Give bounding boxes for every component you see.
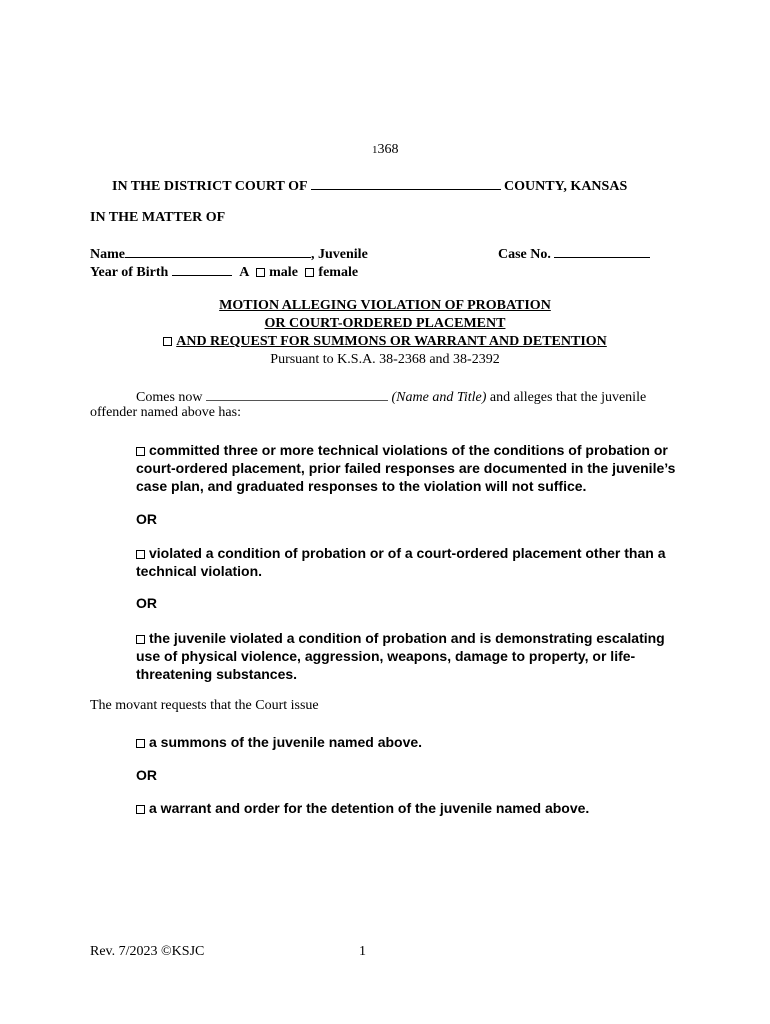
female-checkbox[interactable] [305,268,314,277]
case-number [498,245,650,263]
matter-heading: IN THE MATTER OF [90,210,226,225]
or-2: OR [136,595,157,611]
option-1-text: committed three or more technical violations of the conditions of probation or court-ordered placement, prior failed responses are documented in the juvenile’s case plan, and graduated responses to the violation will not suffice. [136,442,676,494]
birth-blank[interactable] [172,263,232,276]
or-1: OR [136,511,157,527]
name-label: Name [90,247,125,262]
footer-revision: Rev. 7/2023 ©KSJC [90,944,205,959]
title-line-2 [0,316,770,332]
option-2 [136,544,681,580]
case-no-blank[interactable] [554,245,650,258]
birth-label: Year of Birth [90,265,169,280]
intro-line-2: offender named above has: [90,405,241,420]
option-2-checkbox[interactable] [136,550,145,559]
male-checkbox[interactable] [256,268,265,277]
title-text-2: OR COURT-ORDERED PLACEMENT [264,316,506,331]
court-suffix: COUNTY, KANSAS [504,179,628,194]
a-label: A [239,265,249,280]
request-1-text: a summons of the juvenile named above. [149,734,423,750]
form-number-prefix: 1 [372,144,378,156]
form-number-main: 368 [377,142,399,157]
pursuant-line: Pursuant to K.S.A. 38-2368 and 38-2392 [270,352,500,367]
comes-now: Comes now [136,390,203,405]
summons-checkbox[interactable] [136,739,145,748]
name-title-label: (Name and Title) [391,390,487,405]
form-number [372,142,399,158]
court-prefix: IN THE DISTRICT COURT OF [112,179,308,194]
option-3 [136,629,681,683]
request-intro: The movant requests that the Court issue [90,698,319,713]
page-number: 1 [359,944,366,959]
name-title-blank[interactable] [206,388,388,401]
name-line [90,245,368,263]
request-1 [136,734,422,750]
title-text-1: MOTION ALLEGING VIOLATION OF PROBATION [219,298,551,313]
warrant-checkbox[interactable] [136,805,145,814]
option-1-checkbox[interactable] [136,447,145,456]
female-label: female [318,265,359,280]
case-no-label: Case No. [498,247,551,262]
option-2-text: violated a condition of probation or of a court-ordered placement other than a technical violation. [136,545,666,579]
court-line [112,177,627,195]
alleges-text: and alleges that the juvenile [489,390,647,405]
request-2-text: a warrant and order for the detention of the juvenile named above. [149,800,590,816]
birth-line [90,263,358,281]
option-1 [136,441,681,495]
title-line-3 [0,334,770,350]
detention-checkbox[interactable] [163,337,172,346]
title-text-3: AND REQUEST FOR SUMMONS OR WARRANT AND DETENTION [176,334,607,349]
or-3: OR [136,767,157,783]
title-line-1 [0,298,770,314]
request-2 [136,800,589,816]
option-3-text: the juvenile violated a condition of probation and is demonstrating escalating use of physical violence, aggression, weapons, damage to property, or life-threatening substances. [136,630,665,682]
name-blank[interactable] [125,245,311,258]
intro-line-1 [136,388,646,406]
county-blank[interactable] [311,177,501,190]
male-label: male [269,265,298,280]
juvenile-label: , Juvenile [311,247,368,262]
option-3-checkbox[interactable] [136,635,145,644]
